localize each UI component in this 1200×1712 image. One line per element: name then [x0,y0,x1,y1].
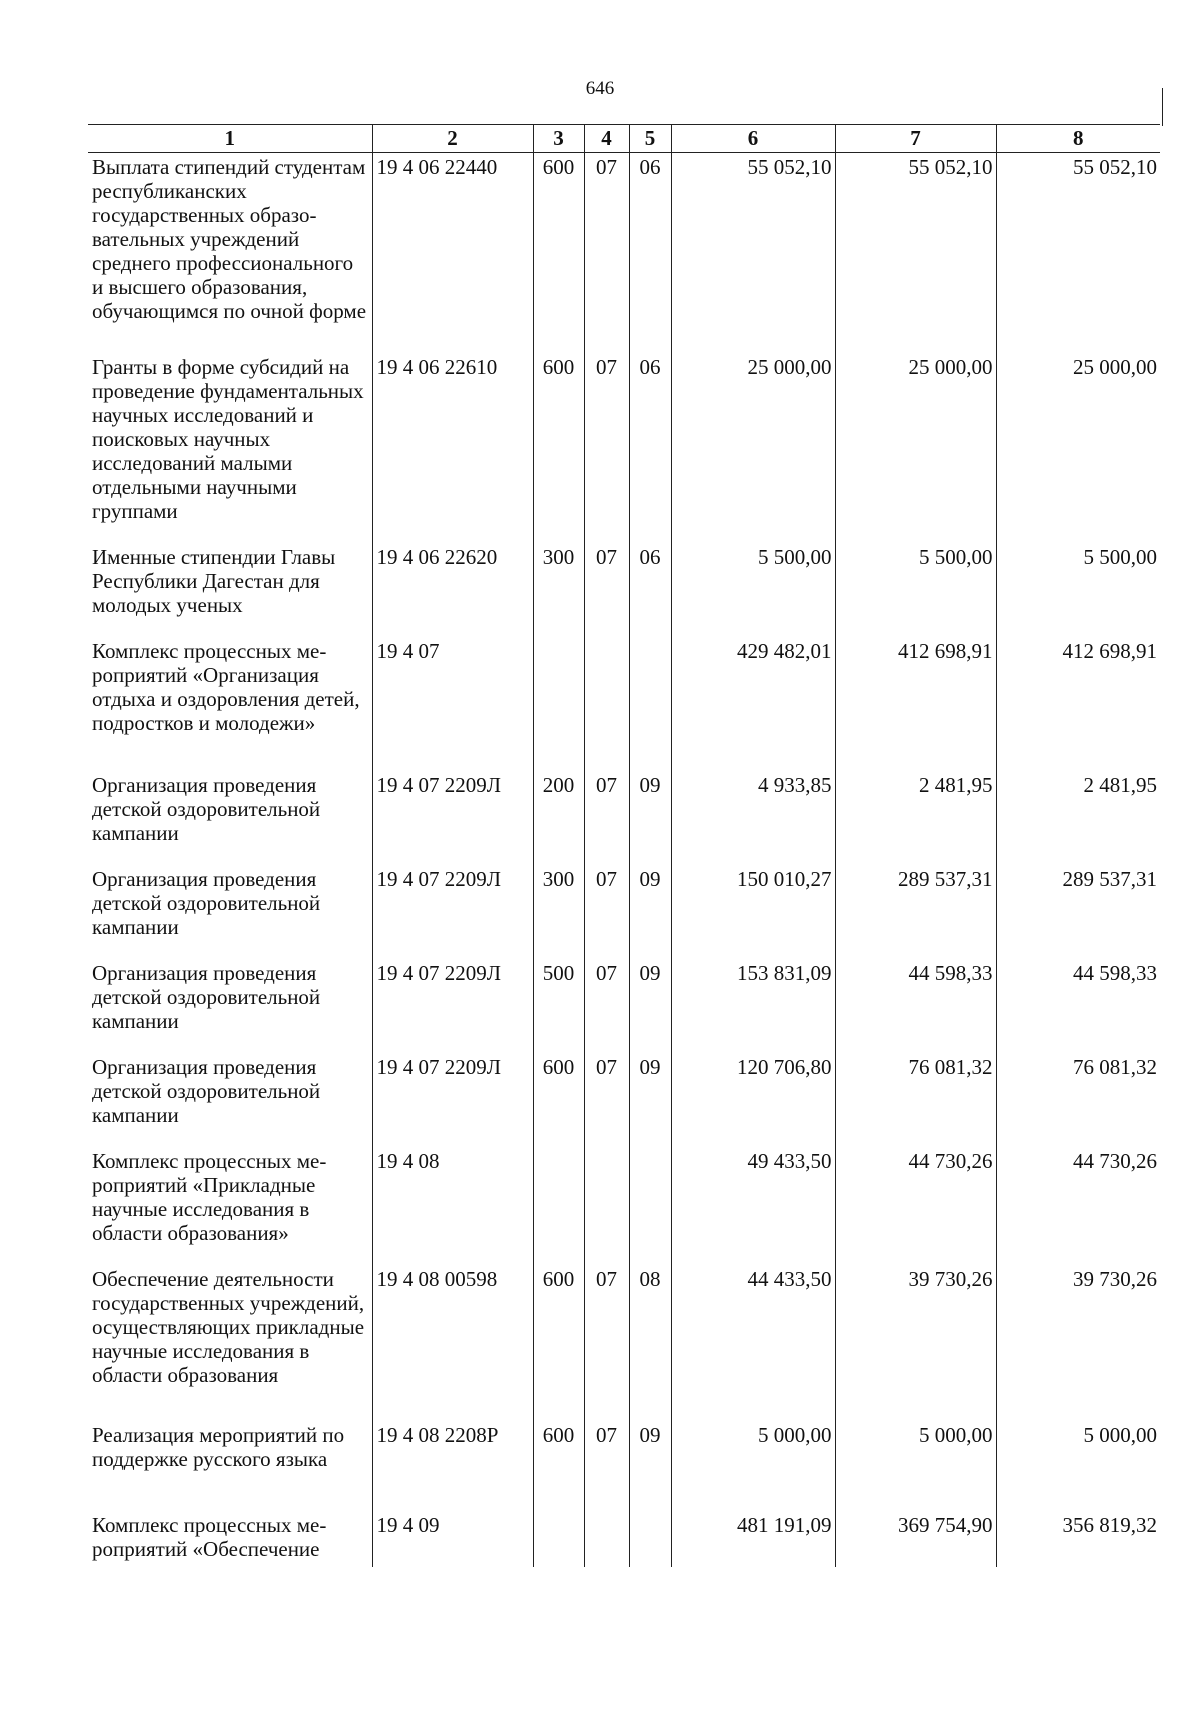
row-col4: 07 [584,845,629,939]
row-col5: 09 [629,845,671,939]
row-value-col8: 39 730,26 [996,1245,1160,1401]
row-value-col7: 39 730,26 [835,1245,996,1401]
row-col5: 06 [629,333,671,523]
row-col4 [584,1127,629,1245]
row-col4: 07 [584,1033,629,1127]
row-col5: 09 [629,1401,671,1491]
row-value-col6: 150 010,27 [671,845,835,939]
row-value-col6: 55 052,10 [671,153,835,333]
row-value-col7: 2 481,95 [835,751,996,845]
row-value-col8: 76 081,32 [996,1033,1160,1127]
row-value-col7: 44 598,33 [835,939,996,1033]
row-code: 19 4 08 00598 [372,1245,533,1401]
table-top-rule [88,124,1160,125]
row-value-col6: 4 933,85 [671,751,835,845]
row-value-col7: 5 000,00 [835,1401,996,1491]
row-name: Именные стипендии Главы Республики Дагестан для молодых ученых [92,544,336,617]
row-value-col8: 356 819,32 [996,1491,1160,1567]
row-col4: 07 [584,153,629,333]
budget-table [88,124,1160,1567]
row-code: 19 4 06 22610 [372,333,533,523]
row-col4: 07 [584,333,629,523]
row-code: 19 4 07 2209Л [372,845,533,939]
row-value-col8: 44 730,26 [996,1127,1160,1245]
row-value-col8: 5 500,00 [996,523,1160,617]
row-value-col6: 44 433,50 [671,1245,835,1401]
table-row [88,1033,1160,1127]
column-header: 4 [584,124,629,153]
row-value-col7: 76 081,32 [835,1033,996,1127]
row-value-col6: 25 000,00 [671,333,835,523]
row-code: 19 4 07 [372,617,533,751]
row-col3: 600 [533,1033,584,1127]
row-value-col6: 5 500,00 [671,523,835,617]
row-code: 19 4 07 2209Л [372,939,533,1033]
row-value-col6: 120 706,80 [671,1033,835,1127]
row-value-col8: 2 481,95 [996,751,1160,845]
row-value-col8: 412 698,91 [996,617,1160,751]
table-row [88,1401,1160,1491]
row-col3: 600 [533,153,584,333]
row-value-col8: 44 598,33 [996,939,1160,1033]
row-col5: 06 [629,153,671,333]
row-col5: 06 [629,523,671,617]
row-value-col6: 481 191,09 [671,1491,835,1567]
row-col3: 300 [533,845,584,939]
row-col5: 08 [629,1245,671,1401]
table-row [88,939,1160,1033]
row-value-col8: 55 052,10 [996,153,1160,333]
row-col5: 09 [629,939,671,1033]
row-name: Гранты в форме субсидий на проведение фундаментальных научных исследований и поисковых научных исследований малыми отдельными научными группами [92,354,364,523]
row-value-col6: 5 000,00 [671,1401,835,1491]
row-code: 19 4 07 2209Л [372,751,533,845]
table-row [88,333,1160,523]
row-value-col6: 153 831,09 [671,939,835,1033]
row-col3: 600 [533,1245,584,1401]
row-col3 [533,1127,584,1245]
column-header: 6 [671,124,835,153]
row-col3: 500 [533,939,584,1033]
row-col3: 600 [533,1401,584,1491]
row-value-col7: 412 698,91 [835,617,996,751]
row-value-col8: 289 537,31 [996,845,1160,939]
row-col3: 600 [533,333,584,523]
row-col4 [584,617,629,751]
row-col4: 07 [584,939,629,1033]
column-header: 1 [88,124,372,153]
row-col5 [629,617,671,751]
row-value-col7: 55 052,10 [835,153,996,333]
row-col4: 07 [584,1401,629,1491]
row-code: 19 4 08 [372,1127,533,1245]
table-row [88,153,1160,333]
column-header: 3 [533,124,584,153]
row-name: Организация проведения детской оздоровительной кампании [92,960,321,1033]
table-row [88,845,1160,939]
row-code: 19 4 08 2208Р [372,1401,533,1491]
row-name: Комплекс процессных мероприятий «Организация отдыха и оздоровления детей, подростков и молодежи» [92,638,360,735]
row-value-col7: 25 000,00 [835,333,996,523]
row-name: Реализация мероприятий по поддержке русского языка [92,1422,345,1471]
row-col5 [629,1491,671,1567]
row-col5: 09 [629,1033,671,1127]
row-col4 [584,1491,629,1567]
column-header: 5 [629,124,671,153]
row-col3: 200 [533,751,584,845]
table-row [88,1491,1160,1567]
row-code: 19 4 06 22620 [372,523,533,617]
row-col4: 07 [584,523,629,617]
column-header: 8 [996,124,1160,153]
row-value-col7: 369 754,90 [835,1491,996,1567]
row-code: 19 4 06 22440 [372,153,533,333]
table-row [88,617,1160,751]
row-value-col6: 49 433,50 [671,1127,835,1245]
row-name: Комплекс процессных мероприятий «Прикладные научные исследования в области образования» [92,1148,327,1245]
row-name: Организация проведения детской оздоровительной кампании [92,772,321,845]
row-col3 [533,1491,584,1567]
row-value-col8: 25 000,00 [996,333,1160,523]
row-name: Организация проведения детской оздоровительной кампании [92,1054,321,1127]
row-value-col7: 5 500,00 [835,523,996,617]
column-header: 7 [835,124,996,153]
column-header: 2 [372,124,533,153]
row-name: Комплекс процессных мероприятий «Обеспечение [92,1512,327,1561]
row-col4: 07 [584,751,629,845]
row-name: Обеспечение деятельности государственных учреждений, осуществляющих прикладные научные исследования в области образования [92,1266,365,1387]
table-row [88,1127,1160,1245]
row-col4: 07 [584,1245,629,1401]
row-name: Выплата стипендий студентам республиканских государственных образовательных учреждений среднего профессионального и высшего образования, обучающимся по очной форме [92,155,367,323]
row-name: Организация проведения детской оздоровительной кампании [92,866,321,939]
row-code: 19 4 07 2209Л [372,1033,533,1127]
row-value-col7: 44 730,26 [835,1127,996,1245]
row-code: 19 4 09 [372,1491,533,1567]
page-number: 646 [585,78,615,99]
top-right-rule [1162,88,1163,126]
row-value-col6: 429 482,01 [671,617,835,751]
row-col5 [629,1127,671,1245]
table-header-row [88,124,1160,153]
row-col3 [533,617,584,751]
table-row [88,751,1160,845]
table-row [88,523,1160,617]
table-row [88,1245,1160,1401]
row-value-col7: 289 537,31 [835,845,996,939]
row-col3: 300 [533,523,584,617]
row-col5: 09 [629,751,671,845]
row-value-col8: 5 000,00 [996,1401,1160,1491]
